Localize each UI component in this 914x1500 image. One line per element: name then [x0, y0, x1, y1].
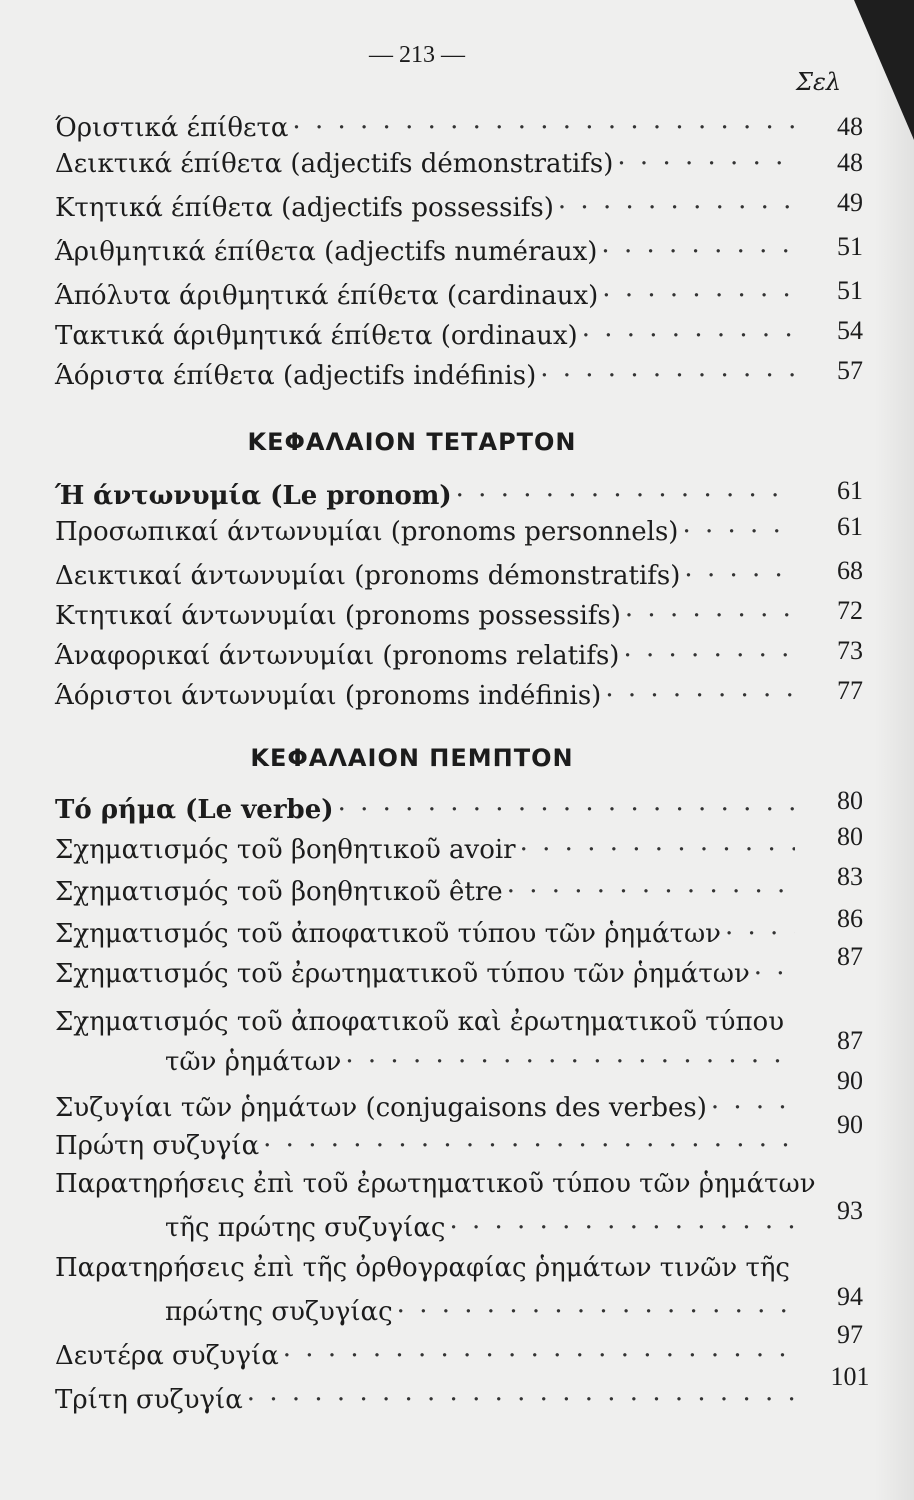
toc-page: 51 — [837, 232, 863, 261]
toc-entry: Άριθμητικά έπίθετα (adjectifs numéraux) · · · — [55, 236, 795, 268]
toc-page: 87 — [837, 1026, 863, 1055]
toc-page: 80 — [837, 786, 863, 815]
page-number: — 213 — — [369, 42, 465, 68]
toc-page: 61 — [837, 512, 863, 541]
toc-page: 73 — [837, 636, 863, 665]
toc-page: 94 — [837, 1282, 863, 1311]
toc-page: 49 — [837, 188, 863, 217]
toc-entry: Παρατηρήσεις ἐπὶ τῆς ὀρθογραφίας ῥημάτων τινῶν τῆς — [55, 1253, 790, 1283]
toc-page: 97 — [837, 1320, 863, 1349]
toc-entry: Τακτικά άριθμητικά έπίθετα (ordinaux) · · · — [55, 320, 795, 352]
toc-page: 83 — [837, 862, 863, 891]
toc-entry: Ή άντωνυμία (Le pronom) · · · — [55, 480, 795, 512]
chapter-heading: ΚΕΦΑΛΑΙΟΝ ΠΕΜΠΤΟΝ — [250, 744, 574, 772]
toc-entry: Σχηματισμός τοῦ ἐρωτηματικοῦ τύπου τῶν ῥημάτων · · · — [55, 958, 795, 990]
toc-entry-continuation: πρώτης συζυγίας · · · — [165, 1296, 795, 1328]
toc-entry: Δεικτικαί άντωνυμίαι (pronoms démonstratifs) · · · — [55, 560, 795, 592]
toc-page: 86 — [837, 904, 863, 933]
toc-entry: Κτητικαί άντωνυμίαι (pronoms possessifs) · · · — [55, 600, 795, 632]
toc-entry: Τό ρήμα (Le verbe) · · · — [55, 794, 795, 826]
toc-entry: Σχηματισμός τοῦ ἀποφατικοῦ τύπου τῶν ῥημάτων · · · — [55, 918, 795, 950]
toc-entry: Κτητικά έπίθετα (adjectifs possessifs) · · · — [55, 192, 795, 224]
toc-entry: Όριστικά έπίθετα · · · — [55, 112, 795, 144]
toc-page: 51 — [837, 276, 863, 305]
toc-page: 77 — [837, 676, 863, 705]
page-column-label: Σελ — [796, 68, 842, 96]
toc-entry: Σχηματισμός τοῦ βοηθητικοῦ avoir · · · — [55, 834, 795, 866]
toc-page: 93 — [837, 1196, 863, 1225]
toc-entry-continuation: τῆς πρώτης συζυγίας · · · — [165, 1212, 795, 1244]
toc-page: 80 — [837, 822, 863, 851]
toc-entry: Δεικτικά έπίθετα (adjectifs démonstratifs) · · · — [55, 148, 795, 180]
toc-page: 48 — [837, 148, 863, 177]
toc-entry: Σχηματισμός τοῦ ἀποφατικοῦ καὶ ἐρωτηματικοῦ τύπου — [55, 1007, 785, 1037]
toc-page: 90 — [837, 1110, 863, 1139]
toc-page: 57 — [837, 356, 863, 385]
toc-page: 68 — [837, 556, 863, 585]
toc-page: 90 — [837, 1066, 863, 1095]
toc-entry: Άόριστα έπίθετα (adjectifs indéfinis) · · · — [55, 360, 795, 392]
chapter-heading: ΚΕΦΑΛΑΙΟΝ ΤΕΤΑΡΤΟΝ — [247, 428, 577, 456]
toc-page: 54 — [837, 316, 863, 345]
toc-page: 87 — [837, 942, 863, 971]
toc-entry: Άόριστοι άντωνυμίαι (pronoms indéfinis) · · · — [55, 680, 795, 712]
toc-entry-continuation: τῶν ῥημάτων · · · — [165, 1046, 795, 1078]
toc-entry: Συζυγίαι τῶν ῥημάτων (conjugaisons des verbes) · · · — [55, 1092, 795, 1124]
toc-page: 72 — [837, 596, 863, 625]
toc-entry: Άπόλυτα άριθμητικά έπίθετα (cardinaux) · · · — [55, 280, 795, 312]
toc-entry: Δευτέρα συζυγία · · · — [55, 1340, 795, 1372]
toc-entry: Παρατηρήσεις ἐπὶ τοῦ ἐρωτηματικοῦ τύπου τῶν ῥημάτων — [55, 1169, 816, 1199]
toc-entry: Προσωπικαί άντωνυμίαι (pronoms personnels) · · · — [55, 516, 795, 548]
toc-entry: Άναφορικαί άντωνυμίαι (pronoms relatifs) · · · — [55, 640, 795, 672]
toc-entry: Πρώτη συζυγία · · · — [55, 1130, 795, 1162]
toc-page: 61 — [837, 476, 863, 505]
toc-page: 48 — [837, 112, 863, 141]
toc-entry: Τρίτη συζυγία · · · — [55, 1384, 795, 1416]
toc-entry: Σχηματισμός τοῦ βοηθητικοῦ être · · · — [55, 876, 795, 908]
toc-page: 101 — [830, 1362, 870, 1391]
